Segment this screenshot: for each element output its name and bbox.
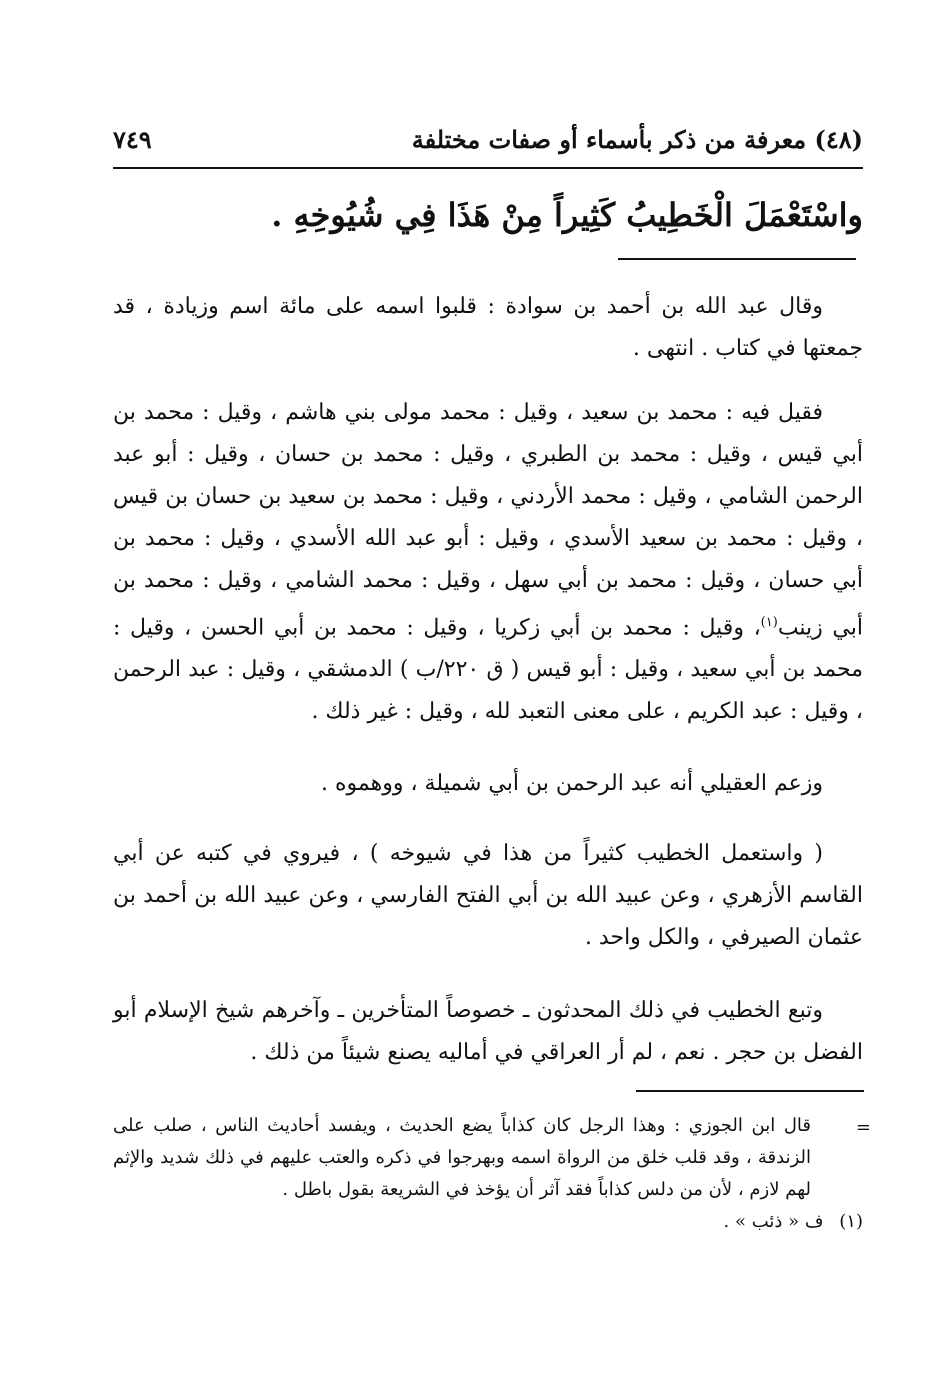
page-number: ٧٤٩ bbox=[113, 125, 152, 154]
paragraph bbox=[113, 763, 863, 805]
paragraph bbox=[113, 833, 863, 959]
page-header bbox=[113, 125, 863, 165]
footnote-number: (١) bbox=[839, 1211, 863, 1232]
footnote-reference: (١) bbox=[760, 615, 778, 630]
header-rule bbox=[113, 167, 863, 169]
paragraph-text: ( واستعمل الخطيب كثيراً من هذا في شيوخه ) ، فيروي في كتبه عن أبي القاسم الأزهري ، وعن عبيد الله بن أبي الفتح الفارسي ، وعن عبيد الله بن أحمد بن عثمان الصيرفي ، والكل واحد . bbox=[113, 841, 863, 950]
footnote-continuation-text: قال ابن الجوزي : وهذا الرجل كان كذاباً يضع الحديث ، ويفسد أحاديث الناس ، صلب على الزندقة ، وقد قلب خلق من الرواة اسمه وبهرجوا في ذكره والعتب عليهم في ذلك شديد والإثم لهم لازم ، لأن من دلس كذاباً فقد آثر أن يؤخذ في الشريعة بقول باطل . bbox=[113, 1115, 811, 1200]
paragraph bbox=[113, 392, 863, 733]
paragraph-text: وتبع الخطيب في ذلك المحدثون ـ خصوصاً المتأخرين ـ وآخرهم شيخ الإسلام أبو الفضل بن حجر . نعم ، لم أر العراقي في أماليه يصنع شيئاً من ذلك . bbox=[113, 998, 863, 1065]
footnote-separator-rule bbox=[636, 1090, 864, 1092]
verse-line: واسْتَعْمَلَ الْخَطِيبُ كَثِيراً مِنْ هَذَا فِي شُيُوخِهِ . bbox=[271, 196, 863, 234]
running-title: (٤٨) معرفة من ذكر بأسماء أو صفات مختلفة bbox=[411, 125, 863, 154]
footnote-text: ف « ذئب » . bbox=[723, 1211, 824, 1232]
footnote-continuation bbox=[113, 1110, 871, 1206]
paragraph bbox=[113, 286, 863, 370]
paragraph-text: فقيل فيه : محمد بن سعيد ، وقيل : محمد مولى بني هاشم ، وقيل : محمد بن أبي قيس ، وقيل : محمد بن الطبري ، وقيل : محمد بن حسان ، وقيل : أبو عبد الرحمن الشامي ، وقيل : محمد الأردني ، وقيل : محمد بن سعيد بن حسان بن قيس ، وقيل : محمد بن سعيد الأسدي ، وقيل : أبو عبد الله الأسدي ، وقيل : محمد بن أبي حسان ، وقيل : محمد بن أبي سهل ، وقيل : محمد الشامي ، وقيل : محمد بن أبي زينب bbox=[113, 400, 863, 641]
paragraph-text-continued: ، وقيل : محمد بن أبي زكريا ، وقيل : محمد بن أبي الحسن ، وقيل : محمد بن أبي سعيد ، وقيل : أبو قيس ( ق ٢٢٠/ب ) الدمشقي ، وقيل : عبد الرحمن ، وقيل : عبد الكريم ، على معنى التعبد لله ، وقيل : غير ذلك . bbox=[113, 615, 863, 725]
verse-separator-rule bbox=[618, 258, 856, 260]
continuation-mark: = bbox=[855, 1117, 871, 1138]
footnotes bbox=[113, 1110, 871, 1238]
paragraph-text: وقال عبد الله بن أحمد بن سوادة : قلبوا اسمه على مائة اسم وزيادة ، قد جمعتها في كتاب . انتهى . bbox=[113, 294, 863, 361]
paragraph-text: وزعم العقيلي أنه عبد الرحمن بن أبي شميلة ، ووهموه . bbox=[321, 771, 823, 796]
paragraph bbox=[113, 990, 863, 1074]
footnote bbox=[113, 1206, 863, 1238]
